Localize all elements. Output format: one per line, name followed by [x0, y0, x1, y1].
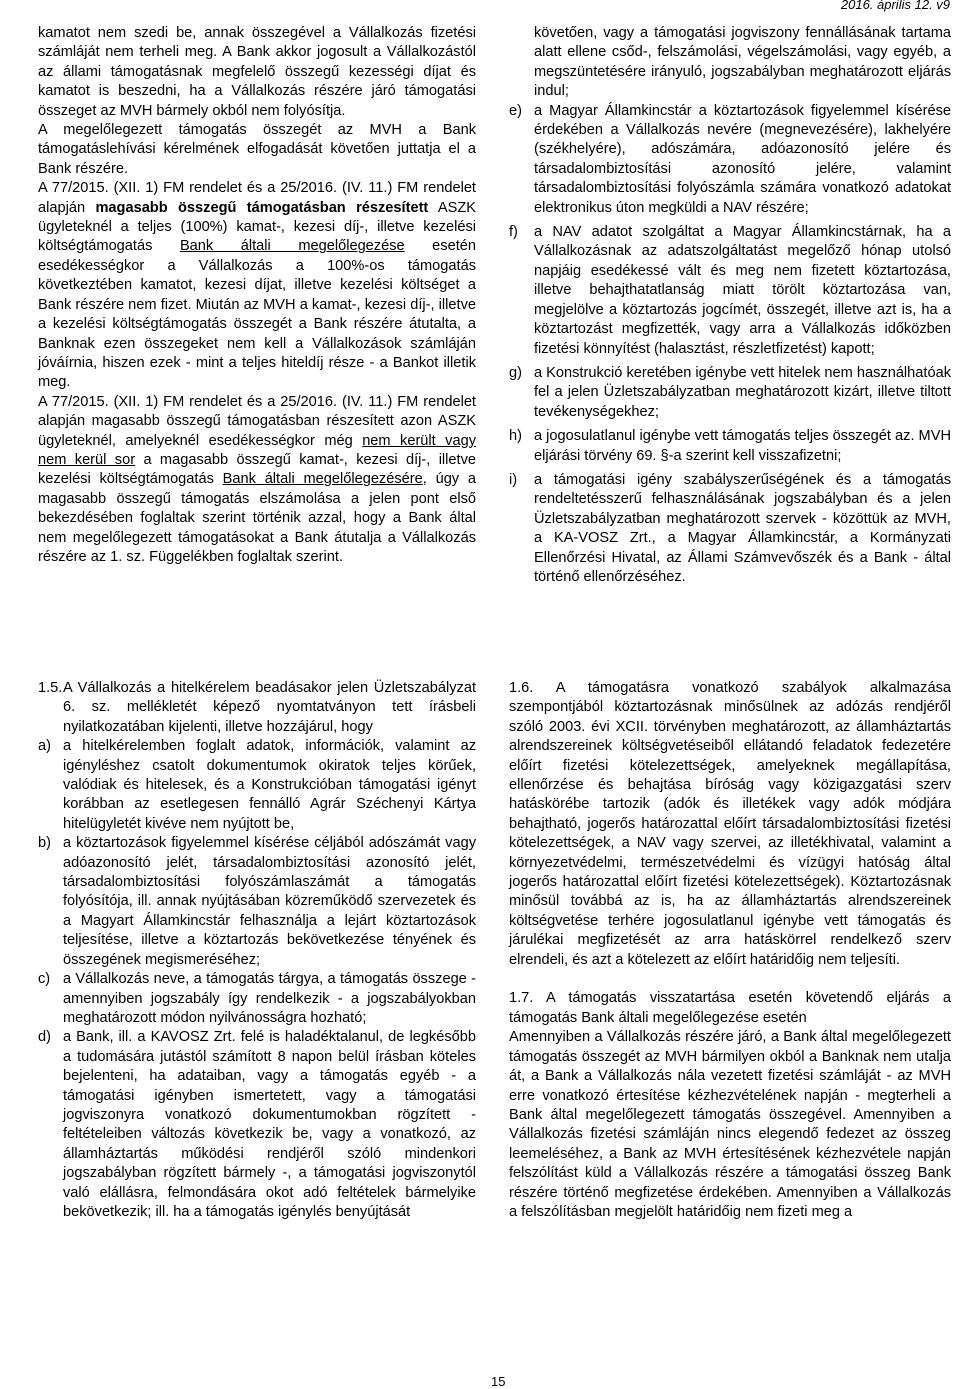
list-item-label: f) [509, 224, 518, 241]
paragraph: A megelőlegezett támogatás összegét az MVH a Bank támogatáslehívási kérelmének elfogadását követően juttatja el a Bank részére. [38, 122, 476, 177]
section-1-7-title [509, 989, 951, 1028]
list-item-label: i) [509, 471, 518, 488]
list-item-label: b) [38, 835, 51, 852]
list-item [38, 834, 476, 970]
continued-text: követően, vagy a támogatási jogviszony fennállásának tartama alatt ellene csőd-, felszámolási, végelszámolási, vagy egyéb, a megszüntetésére irányuló, jogszabályban meghatározott eljárás indul; [534, 25, 951, 100]
list-item-text: a Konstrukció keretében igénybe vett hitelek nem használhatóak fel a jelen Üzletszabályzatban meghatározott kizárt, illetve tiltott tevékenységekhez; [534, 364, 951, 420]
list-item-label: h) [509, 428, 522, 445]
list-item-text: a jogosulatlanul igénybe vett támogatás teljes összegét az. MVH eljárási törvény 69. §-a szerint kell visszafizetni; [534, 428, 951, 464]
list-item-text: a hitelkérelemben foglalt adatok, információk, valamint az igényléshez csatolt dokumentumok okiratok teljes körűek, valódiak és hitelesek, és a Konstrukcióban támogatási igényt korábban az esetlegesen fennálló Agrár Széchenyi Kártya hitelügyletét kivéve nem nyújtott be, [63, 738, 476, 832]
list-item-label: d) [38, 1029, 51, 1046]
list-item-label: g) [509, 364, 522, 381]
list-item-label: a) [38, 738, 51, 755]
paragraph: A 77/2015. (XII. 1) FM rendelet és a 25/2016. (IV. 11.) FM rendelet alapján magasabb összegű támogatásban részesített azon ASZK ügyleteknél, amelyeknél esedékességkor még nem került vagy nem kerül sor a magasabb összegű kamat-, kezesi díj-, illetve kezelési költségtámogatás Bank általi megelőlegezésére, úgy a magasabb összegű támogatás elszámolása a jelen pont első bekezdésében foglaltak szerint történik azzal, hogy a Bank által nem megelőlegezett támogatásokat a Bank átutalja a Vállalkozás részére az 1. sz. Függelékben foglaltak szerint. [38, 393, 477, 565]
list-item [509, 471, 951, 587]
list-item [509, 364, 951, 422]
section-title: A támogatás visszatartása esetén követendő eljárás a támogatás Bank általi megelőlegezése esetén [509, 990, 951, 1026]
list-item-text: a köztartozások figyelemmel kísérése céljából adószámát vagy adóazonosító jelét, társadalombiztosítási azonosító jelét, társadalombiztosítási folyószámlaszámát a támogatás folyósítója, ill. annak nyújtásában közreműködő szervezetek és a Magyart Államkincstár felhasználja a lejárt köztartozások teljesítése, illetve a köztartozás bekövetkezése tényének és összegének megismeréséhez; [63, 835, 476, 968]
list-item [38, 737, 476, 834]
section-1-6 [509, 679, 951, 970]
paragraph: kamatot nem szedi be, annak összegével a Vállalkozás fizetési számláját nem terheli meg. A Bank akkor jogosult a Vállalkozástól az állami támogatásnak megfelelő összegű kezességi díjat és kamatot is beszedni, ha a Vállalkozás részére járó támogatási összeget az MVH bármely okból nem folyósítja. [38, 25, 476, 119]
right-column-top [509, 24, 951, 587]
section-text: A támogatásra vonatkozó szabályok alkalmazása szempontjából köztartozásnak minősülnek az adózás rendjéről szóló 2003. évi XCII. törvényben meghatározott, az államháztartás alrendszereinek költségvetéseiből ellátandó feladatok fedezetére előírt fizetési kötelezettségek, amelyeknek megállapítása, ellenőrzése és behajtása bíróság vagy közigazgatási szerv hatáskörébe tartozik (adók és illetékek vagy adók módjára behajtható, jogerős határozattal előírt társadalombiztosítási fizetési kötelezettségek, a NAV vagy szervei, az illetékhivatal, valamint a környezetvédelmi, természetvédelmi és vízügyi hatóság által jogerős határozattal előírt fizetési kötelezettségek). Köztartozásnak minősül továbbá az is, ha az államháztartás alrendszereinek költségvetése terhére jogosulatlanul igénybe vett támogatás és járulékai megfizetését az arra hatáskörrel rendelkező szerv elrendeli, és azt a kötelezett az előírt határidőig nem teljesíti. [509, 680, 951, 968]
list-item-label: e) [509, 102, 522, 119]
list-item [509, 223, 951, 359]
list-item-text: a NAV adatot szolgáltat a Magyar Államkincstárnak, ha a Vállalkozásnak az adatszolgáltatást megelőző hónap utolsó napjáig esedékessé vált és meg nem fizetett köztartozása, illetve behajthatatlanság miatt törölt köztartozása van, megjelölve a köztartozás jogcímét, összegét, illetve azt is, ha a köztartozást megfizették, vagy arra a Vállalkozás időközben fizetési könnyítést (halasztást, részletfizetést) kapott; [534, 224, 951, 357]
section-number: 1.6. [509, 680, 534, 696]
paragraph: A 77/2015. (XII. 1) FM rendelet és a 25/2016. (IV. 11.) FM rendelet alapján magasabb összegű támogatásban részesített ASZK ügyleteknél a teljes (100%) kamat-, kezesi díj-, illetve kezelési költségtámogatás Bank általi megelőlegezése esetén esedékességkor a Vállalkozás a 100%-os támogatás következtében kamatot, kezesi díjat, illetve kezelési költséget a Bank részére nem fizet. Miután az MVH a kamat-, kezesi díj-, illetve a kezelési költségtámogatás összegét a Bank részére átutalta, a Banknak ezen összegeket nem kell a Vállalkozások számláján jóváírnia, hiszen ezek - mint a teljes hiteldíj része - a Bankot illetik meg. [38, 180, 476, 391]
section-number: 1.5. [38, 680, 63, 696]
left-column-top [38, 24, 476, 567]
right-column-bottom [509, 679, 951, 1222]
list-item [38, 1028, 476, 1222]
list-item [509, 427, 951, 466]
page-header-date-version: 2016. április 12. v9 [840, 0, 950, 12]
section-1-5 [38, 679, 476, 737]
section-1-7-text: Amennyiben a Vállalkozás részére járó, a Bank által megelőlegezett támogatás összegét az MVH bármilyen okból a Banknak nem utalja át, a Bank a Vállalkozás nála vezetett fizetési számláját - az MVH erre vonatkozó értesítése kézhezvételének napján - megterheli a Bank által megelőlegezett támogatás összegével. Amennyiben a Vállalkozás fizetési számláján nincs elegendő fedezet az összeg leemeléséhez, a Bank az MVH értesítésének kézhezvétele napján felszólítást küld a Vállalkozás részére a támogatási összeg Bank részére történő megfizetése érdekében. Amennyiben a Vállalkozás a felszólításban megjelölt határidőig nem fizeti meg a [509, 1029, 951, 1220]
list-item-text: a támogatási igény szabályszerűségének és a támogatás rendeltetésszerű felhasználásának jogszabályban és a jelen Üzletszabályzatban meghatározott szervek - közöttük az MVH, a KA-VOSZ Zrt., a Magyar Államkincstár, a Kormányzati Ellenőrzési Hivatal, az Állami Számvevőszék és a Bank - által történő ellenőrzéséhez. [534, 471, 951, 585]
page-number: 15 [491, 1374, 506, 1389]
list-item-text: a Vállalkozás neve, a támogatás tárgya, a támogatás összege - amennyiben jogszabály így rendelkezik - a jogszabályokban meghatározott módon nyilvánosságra hozható; [63, 971, 476, 1026]
list-item-text: a Bank, ill. a KAVOSZ Zrt. felé is haladéktalanul, de legkésőbb a tudomására jutástól számított 8 napon belül írásban köteles bejelenteni, ha adataiban, vagy a támogatás egyéb - a támogatási igényben ismertetett, vagy a támogatási jogviszonyra vonatkozó dokumentumokban rögzített - feltételeiben változás következik be, vagy a vonatkozó, az államháztartás működési rendjéről szóló mindenkori jogszabályban rögzített bármely -, a támogatási jogviszonytól való elállásra, felmondására okot adó feltételek bármelyike bekövetkezik; ill. ha a támogatás igénylés benyújtását [63, 1029, 476, 1220]
left-column-bottom [38, 679, 476, 1222]
list-item-label: c) [38, 971, 51, 988]
list-item-text: a Magyar Államkincstár a köztartozások figyelemmel kísérése érdekében a Vállalkozás nevére (megnevezésére), lakhelyére (székhelyére), adószámára, adóazonosító jelére és társadalombiztosítási azonosító jelére, valamint társadalombiztosítási folyószámla számára vonatkozó adatokat elektronikus úton megküldi a NAV részére; [534, 102, 951, 216]
list-item [38, 970, 476, 1028]
section-number: 1.7. [509, 990, 534, 1007]
list-item [509, 102, 951, 218]
section-text: A Vállalkozás a hitelkérelem beadásakor jelen Üzletszabályzat 6. sz. mellékletét képező nyomtatványon tett írásbeli nyilatkozatában kijelenti, illetve hozzájárul, hogy [63, 680, 476, 735]
